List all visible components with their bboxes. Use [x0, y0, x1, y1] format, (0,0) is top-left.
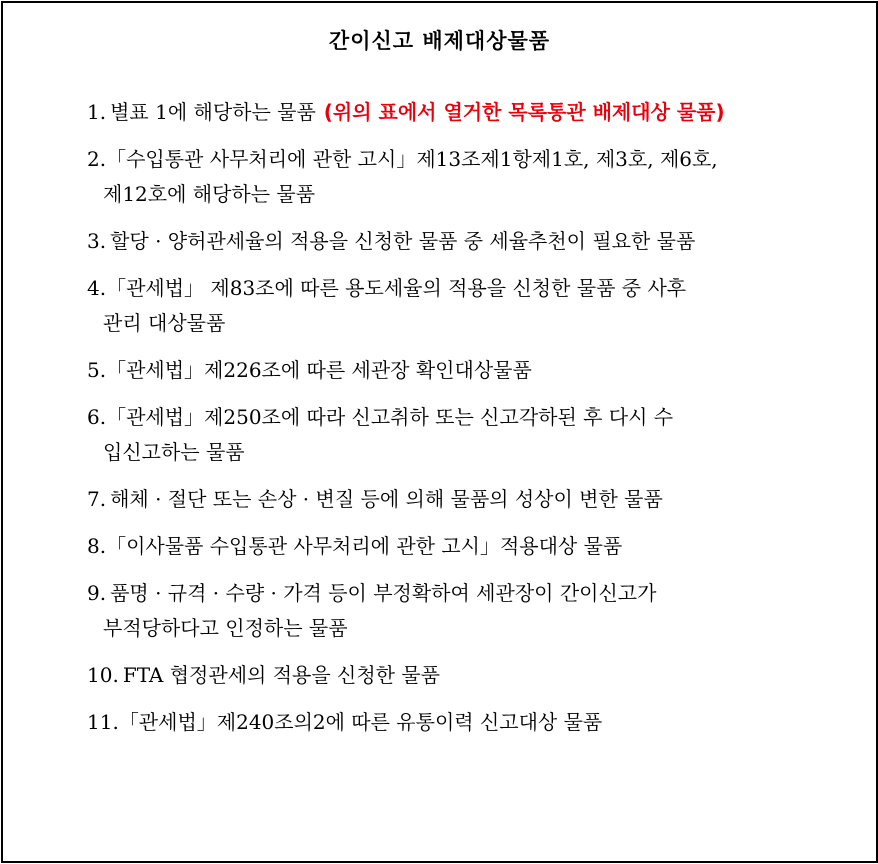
item-number: 3.: [87, 229, 107, 253]
item-text-line2: 입신고하는 물품: [103, 440, 245, 464]
list-item-8: [87, 529, 827, 564]
item-text-line1: 「수입통관 사무처리에 관한 고시」제13조제1항제1호, 제3호, 제6호,: [106, 147, 718, 171]
item-text: FTA 협정관세의 적용을 신청한 물품: [122, 663, 440, 687]
item-number: 2.: [87, 147, 107, 171]
list-item-10: [87, 658, 827, 693]
item-number: 7.: [87, 487, 107, 511]
item-text: 「이사물품 수입통관 사무처리에 관한 고시」적용대상 물품: [106, 534, 623, 558]
item-highlight-note: (위의 표에서 열거한 목록통관 배제대상 물품): [323, 100, 725, 124]
document-title: 간이신고 배제대상물품: [328, 29, 551, 53]
item-text: 별표 1에 해당하는 물품: [110, 100, 316, 124]
list-item-9: [87, 576, 827, 646]
exclusion-list: [87, 95, 827, 752]
item-number: 4.: [87, 276, 107, 300]
item-text-line2: 제12호에 해당하는 물품: [103, 182, 316, 206]
item-number: 1.: [87, 100, 107, 124]
list-item-7: [87, 482, 827, 517]
item-text-line1: 「관세법」 제83조에 따른 용도세율의 적용을 신청한 물품 중 사후: [106, 276, 687, 300]
list-item-1: [87, 95, 827, 130]
item-number: 6.: [87, 405, 107, 429]
item-number: 8.: [87, 534, 107, 558]
item-text-line2: 관리 대상물품: [103, 311, 226, 335]
item-text: 「관세법」제240조의2에 따른 유통이력 신고대상 물품: [118, 710, 603, 734]
item-number: 11.: [87, 710, 119, 734]
document-frame: [1, 1, 878, 863]
item-text: 해체 · 절단 또는 손상 · 변질 등에 의해 물품의 성상이 변한 물품: [110, 487, 663, 511]
list-item-3: [87, 224, 827, 259]
list-item-5: [87, 353, 827, 388]
item-number: 10.: [87, 663, 119, 687]
item-text: 할당 · 양허관세율의 적용을 신청한 물품 중 세율추천이 필요한 물품: [110, 229, 696, 253]
item-text-line1: 품명 · 규격 · 수량 · 가격 등이 부정확하여 세관장이 간이신고가: [110, 581, 657, 605]
list-item-2: [87, 142, 827, 212]
list-item-4: [87, 271, 827, 341]
item-text: 「관세법」제226조에 따른 세관장 확인대상물품: [106, 358, 532, 382]
list-item-11: [87, 705, 827, 740]
item-number: 5.: [87, 358, 107, 382]
item-text-line2: 부적당하다고 인정하는 물품: [103, 616, 348, 640]
item-number: 9.: [87, 581, 107, 605]
item-text-line1: 「관세법」제250조에 따라 신고취하 또는 신고각하된 후 다시 수: [106, 405, 674, 429]
list-item-6: [87, 400, 827, 470]
